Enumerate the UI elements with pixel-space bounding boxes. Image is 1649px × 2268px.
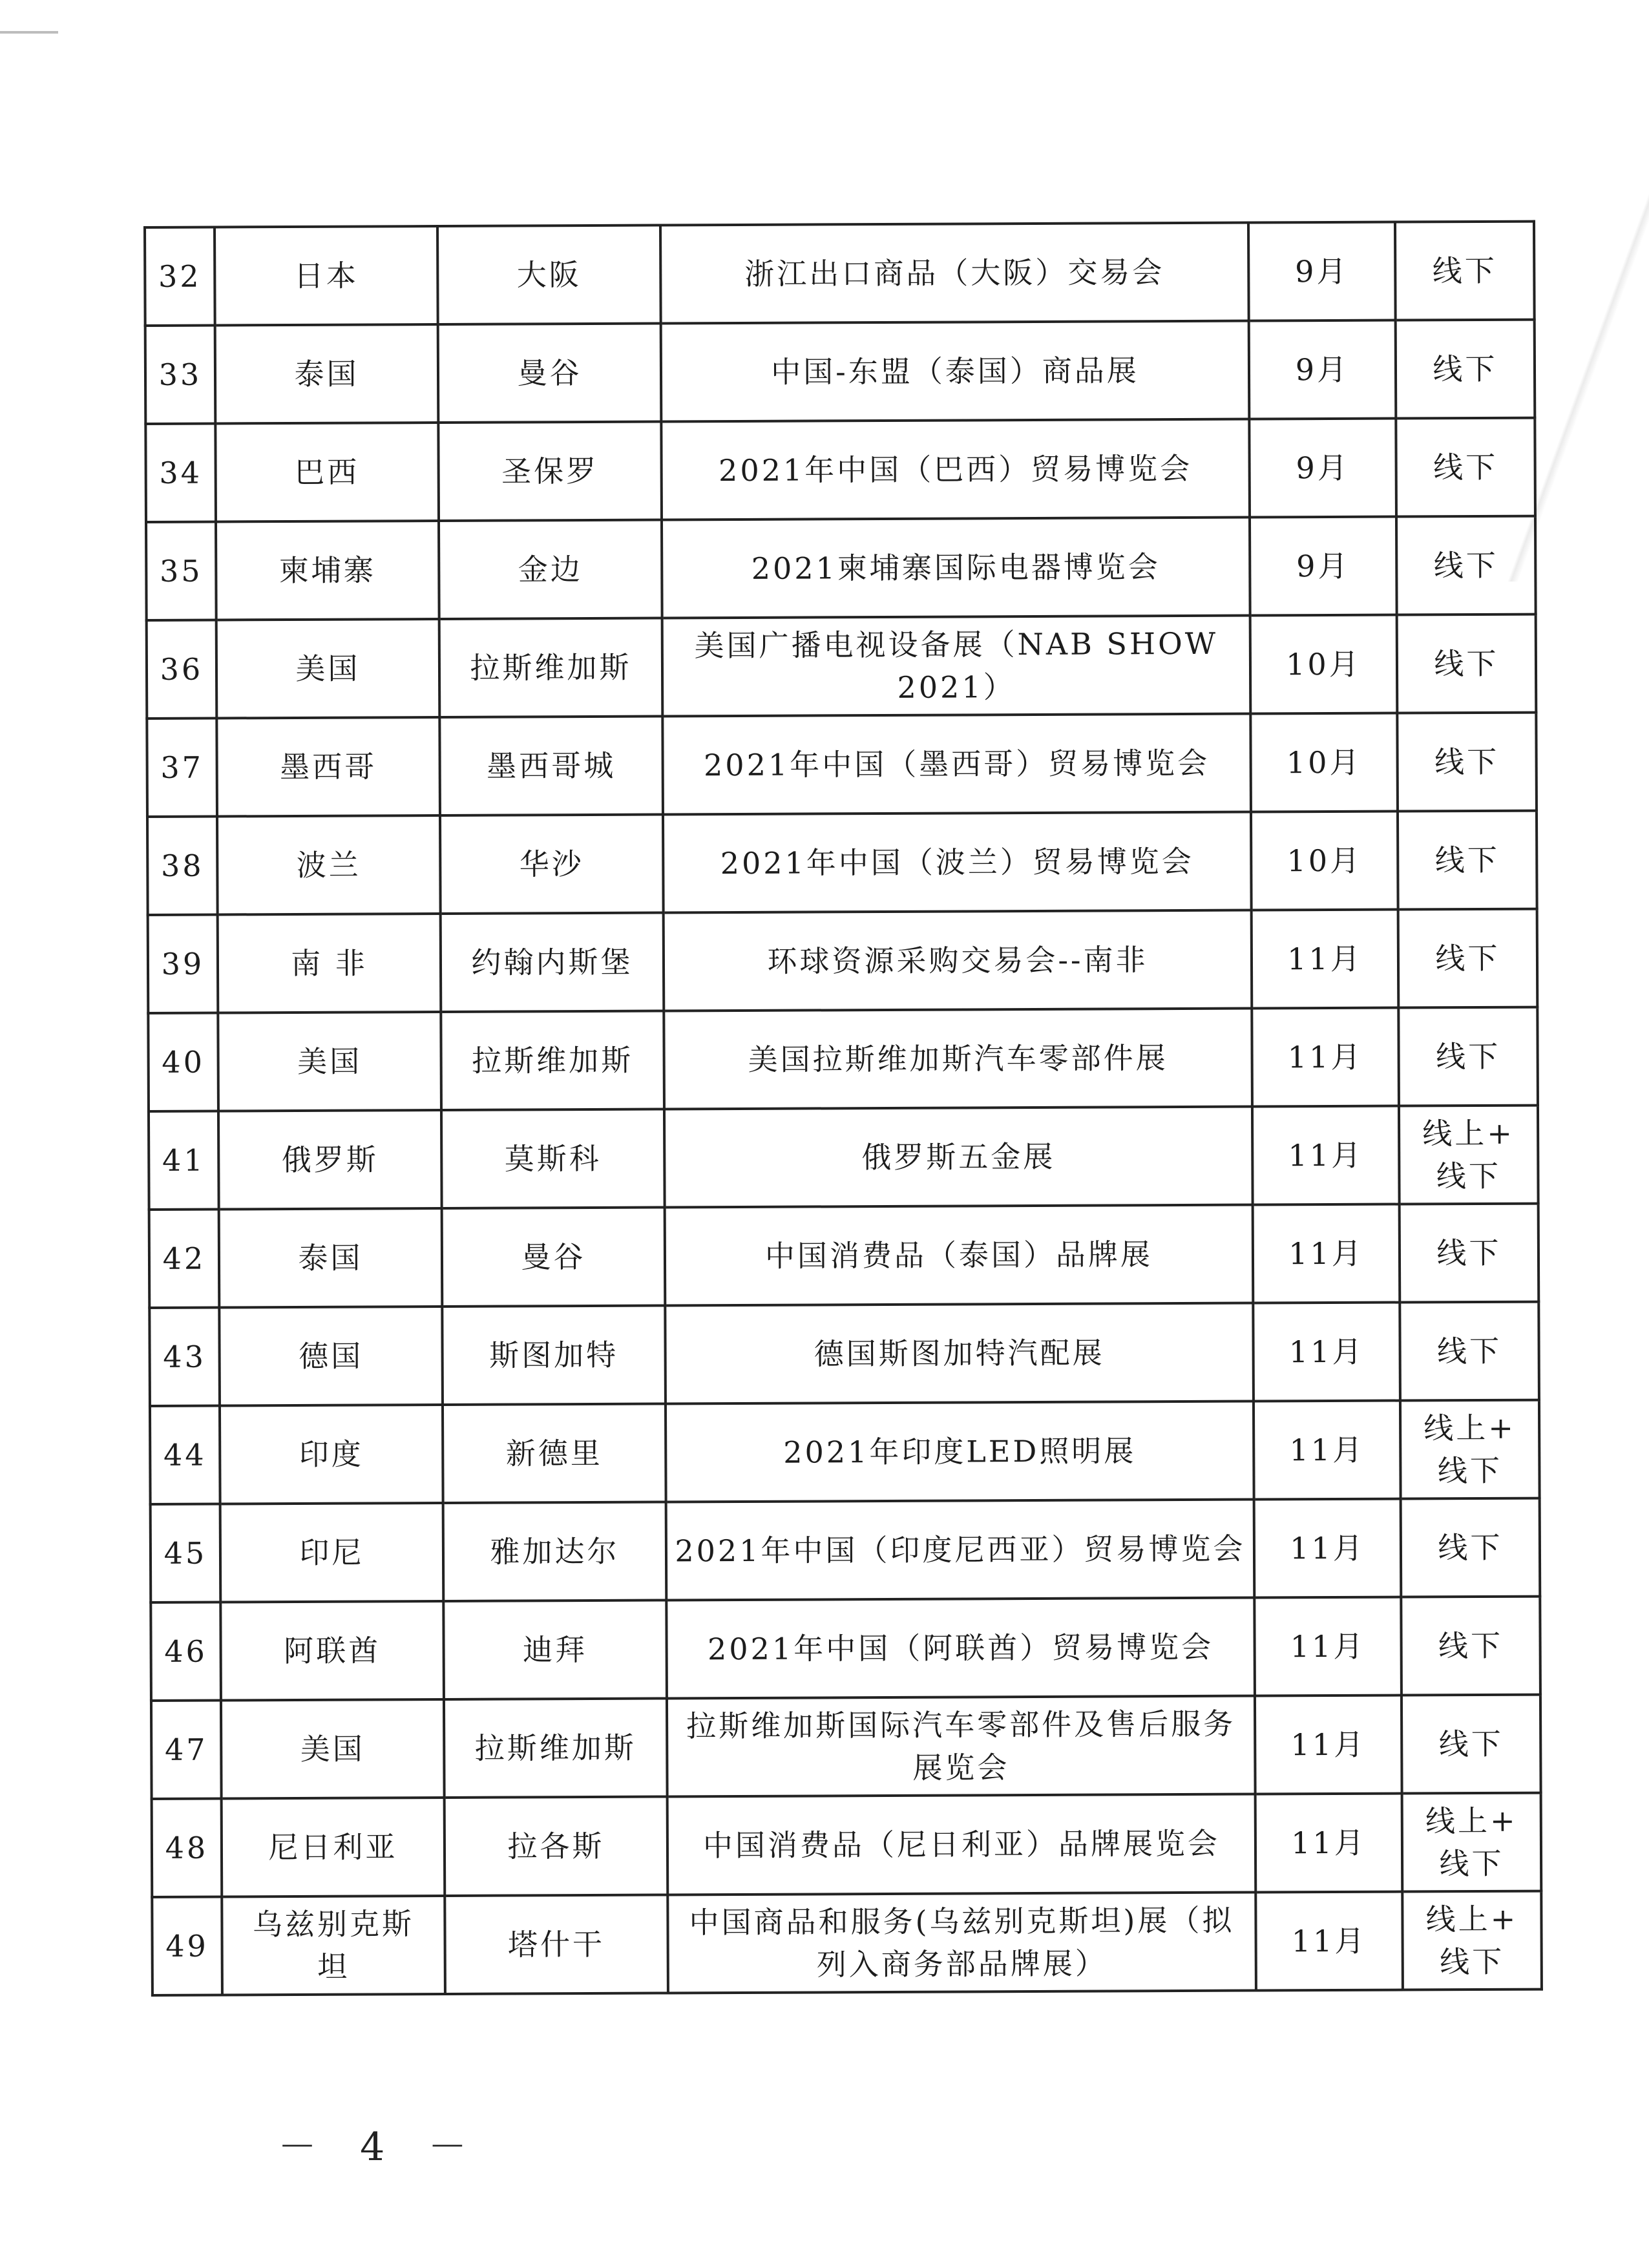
cell-number: 46 <box>151 1602 221 1700</box>
cell-city: 新德里 <box>443 1403 666 1503</box>
table-row <box>149 1204 1539 1308</box>
cell-exhibition: 美国拉斯维加斯汽车零部件展 <box>664 1009 1252 1109</box>
cell-mode: 线下 <box>1400 1204 1539 1303</box>
cell-mode: 线上+ 线下 <box>1399 1106 1539 1204</box>
cell-city: 墨西哥城 <box>439 717 663 816</box>
cell-exhibition: 拉斯维加斯国际汽车零部件及售后服务 展览会 <box>667 1696 1255 1797</box>
cell-city: 斯图加特 <box>442 1305 666 1405</box>
cell-month: 11月 <box>1255 1892 1403 1991</box>
exhibition-schedule-table <box>143 220 1543 1997</box>
cell-mode: 线下 <box>1401 1498 1540 1597</box>
cell-mode: 线下 <box>1402 1695 1541 1794</box>
table-row <box>145 222 1535 326</box>
cell-country: 柬埔寨 <box>216 521 439 620</box>
cell-country: 尼日利亚 <box>222 1798 445 1897</box>
cell-month: 11月 <box>1255 1696 1402 1794</box>
page-number: － 4 － <box>278 2125 483 2170</box>
cell-number: 41 <box>149 1111 219 1210</box>
cell-month: 11月 <box>1254 1401 1401 1500</box>
cell-country: 波兰 <box>217 815 441 915</box>
cell-month: 11月 <box>1252 1008 1399 1107</box>
table-row <box>151 1597 1540 1701</box>
cell-country: 美国 <box>218 1012 441 1111</box>
cell-number: 43 <box>149 1308 220 1406</box>
cell-city: 拉斯维加斯 <box>441 1011 664 1110</box>
cell-city: 圣保罗 <box>438 422 662 521</box>
cell-number: 45 <box>151 1504 221 1602</box>
cell-number: 44 <box>150 1406 220 1504</box>
cell-exhibition: 中国消费品（泰国）品牌展 <box>665 1205 1254 1306</box>
cell-mode: 线下 <box>1396 516 1536 615</box>
cell-month: 11月 <box>1252 1106 1400 1205</box>
cell-city: 曼谷 <box>438 324 662 423</box>
table-row <box>150 1400 1540 1504</box>
cell-mode: 线下 <box>1400 1302 1539 1401</box>
table-row <box>149 1302 1539 1406</box>
table-row <box>147 713 1537 817</box>
cell-country: 德国 <box>219 1307 443 1406</box>
cell-mode: 线下 <box>1401 1597 1540 1696</box>
cell-month: 9月 <box>1249 320 1396 419</box>
cell-city: 华沙 <box>440 815 664 914</box>
cell-city: 塔什干 <box>445 1895 668 1994</box>
cell-country: 泰国 <box>215 324 439 424</box>
cell-month: 9月 <box>1250 517 1397 616</box>
cell-exhibition: 2021年中国（波兰）贸易博览会 <box>663 812 1252 913</box>
cell-exhibition: 2021柬埔寨国际电器博览会 <box>662 518 1250 618</box>
table-row <box>152 1793 1542 1897</box>
cell-country: 墨西哥 <box>216 717 440 817</box>
table-row <box>145 320 1535 424</box>
table-row <box>147 614 1537 719</box>
cell-exhibition: 德国斯图加特汽配展 <box>665 1303 1254 1404</box>
cell-number: 36 <box>147 620 217 719</box>
cell-mode: 线下 <box>1395 222 1535 320</box>
cell-number: 42 <box>149 1210 220 1308</box>
cell-month: 9月 <box>1248 222 1396 321</box>
cell-exhibition: 2021年中国（印度尼西亚）贸易博览会 <box>666 1500 1255 1601</box>
cell-mode: 线上+ 线下 <box>1402 1793 1542 1892</box>
cell-city: 拉各斯 <box>445 1796 668 1896</box>
cell-month: 9月 <box>1249 419 1396 518</box>
table-row <box>148 909 1538 1013</box>
cell-exhibition: 中国-东盟（泰国）商品展 <box>661 321 1250 422</box>
cell-exhibition: 中国商品和服务(乌兹别克斯坦)展（拟 列入商务部品牌展） <box>667 1893 1256 1993</box>
cell-country: 日本 <box>215 226 438 326</box>
cell-country: 巴西 <box>215 423 439 522</box>
cell-month: 10月 <box>1250 615 1398 714</box>
cell-city: 约翰内斯堡 <box>441 912 664 1012</box>
cell-city: 大阪 <box>437 226 661 325</box>
cell-number: 34 <box>145 424 216 522</box>
cell-month: 10月 <box>1251 812 1398 910</box>
table-body <box>145 222 1542 1995</box>
cell-number: 49 <box>152 1896 222 1995</box>
cell-exhibition: 俄罗斯五金展 <box>664 1107 1253 1208</box>
cell-exhibition: 美国广播电视设备展（NAB SHOW 2021） <box>662 616 1251 717</box>
cell-country: 印尼 <box>220 1503 444 1602</box>
cell-exhibition: 中国消费品（尼日利亚）品牌展览会 <box>667 1794 1256 1895</box>
cell-exhibition: 2021年印度LED照明展 <box>666 1402 1254 1502</box>
cell-mode: 线下 <box>1398 1007 1538 1106</box>
cell-exhibition: 环球资源采购交易会--南非 <box>664 910 1252 1011</box>
cell-city: 拉斯维加斯 <box>439 618 663 718</box>
cell-exhibition: 2021年中国（阿联酋）贸易博览会 <box>666 1598 1255 1699</box>
cell-number: 38 <box>147 817 218 915</box>
cell-mode: 线上+ 线下 <box>1402 1891 1542 1990</box>
cell-month: 11月 <box>1255 1794 1403 1893</box>
cell-exhibition: 2021年中国（巴西）贸易博览会 <box>661 419 1250 520</box>
cell-month: 11月 <box>1253 1303 1400 1402</box>
cell-city: 曼谷 <box>442 1207 666 1307</box>
cell-mode: 线下 <box>1398 909 1538 1008</box>
cell-country: 印度 <box>220 1405 443 1504</box>
cell-country: 美国 <box>221 1699 445 1799</box>
cell-month: 11月 <box>1254 1597 1402 1696</box>
cell-number: 33 <box>145 326 216 424</box>
cell-mode: 线下 <box>1397 614 1537 713</box>
cell-number: 47 <box>151 1700 222 1798</box>
cell-city: 莫斯科 <box>441 1109 665 1208</box>
cell-city: 迪拜 <box>443 1600 667 1699</box>
table-row <box>145 418 1535 522</box>
cell-mode: 线上+ 线下 <box>1400 1400 1540 1499</box>
cell-month: 11月 <box>1254 1499 1402 1598</box>
table-row <box>146 516 1536 620</box>
table-row <box>149 1106 1539 1210</box>
cell-month: 11月 <box>1253 1204 1400 1303</box>
cell-country: 南 非 <box>218 914 441 1013</box>
cell-mode: 线下 <box>1398 811 1537 910</box>
cell-exhibition: 2021年中国（墨西哥）贸易博览会 <box>662 714 1251 815</box>
cell-country: 阿联酋 <box>220 1601 444 1701</box>
cell-city: 金边 <box>439 520 662 620</box>
cell-number: 40 <box>148 1013 218 1111</box>
cell-number: 37 <box>147 719 217 817</box>
cell-mode: 线下 <box>1396 320 1535 419</box>
table-row <box>148 1007 1538 1111</box>
cell-month: 11月 <box>1252 910 1399 1009</box>
cell-country: 泰国 <box>219 1208 443 1308</box>
cell-city: 拉斯维加斯 <box>444 1698 667 1798</box>
cell-city: 雅加达尔 <box>443 1502 667 1601</box>
cell-number: 35 <box>146 522 216 620</box>
table-row <box>147 811 1537 915</box>
scan-corner-mark <box>0 31 58 34</box>
cell-country: 美国 <box>216 619 440 719</box>
cell-month: 10月 <box>1250 713 1398 812</box>
cell-number: 39 <box>148 915 218 1013</box>
cell-exhibition: 浙江出口商品（大阪）交易会 <box>660 223 1249 324</box>
table-row <box>151 1695 1541 1799</box>
cell-country: 俄罗斯 <box>218 1110 442 1210</box>
cell-number: 48 <box>152 1798 222 1896</box>
cell-country: 乌兹别克斯 坦 <box>222 1896 445 1995</box>
table-row <box>151 1498 1540 1602</box>
cell-number: 32 <box>145 227 215 326</box>
cell-mode: 线下 <box>1397 713 1537 812</box>
cell-mode: 线下 <box>1396 418 1535 517</box>
table-row <box>152 1891 1542 1995</box>
